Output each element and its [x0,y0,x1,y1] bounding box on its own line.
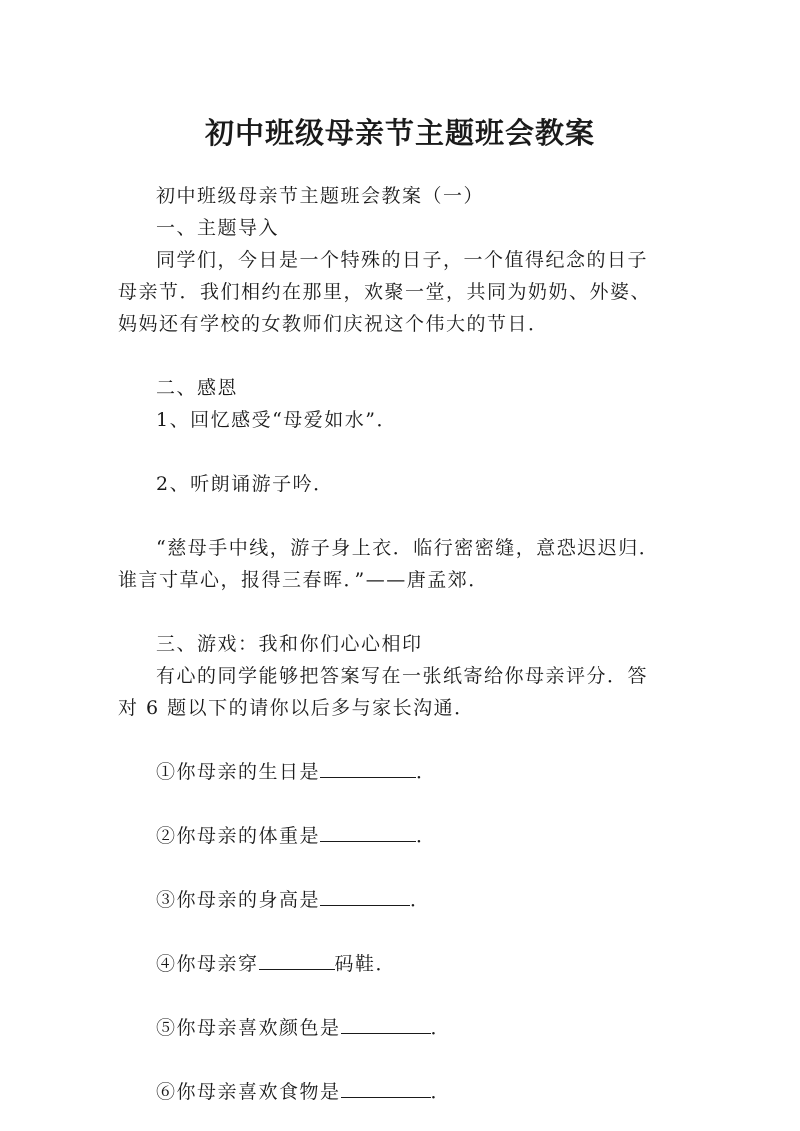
question-suffix: ． [430,1017,452,1039]
answer-blank [320,885,410,906]
question-5 [118,1012,666,1044]
spacer [118,500,666,532]
answer-blank [341,1013,431,1034]
question-3 [118,884,666,916]
page-title: 初中班级母亲节主题班会教案 [204,116,595,150]
answer-blank [320,821,416,842]
question-6 [118,1076,666,1108]
question-suffix: ． [430,1081,452,1103]
question-text: ④你母亲穿 [156,953,259,975]
intro-paragraph: 同学们，今日是一个特殊的日子，一个值得纪念的日子母亲节．我们相约在那里，欢聚一堂，共同为奶奶、外婆、妈妈还有学校的女教师们庆祝这个伟大的节日． [118,249,652,335]
question-suffix: 码鞋． [334,953,397,975]
question-text: ①你母亲的生日是 [156,761,321,783]
poem-paragraph: “慈母手中线，游子身上衣．临行密密缝，意恐迟迟归．谁言寸草心，报得三春晖．”——唐孟郊． [118,537,660,591]
spacer [118,916,666,948]
document-subtitle: 初中班级母亲节主题班会教案（一） [156,185,485,207]
section-heading-gratitude: 二、感恩 [156,377,239,399]
question-text: ②你母亲的体重是 [156,825,321,847]
answer-blank [341,1077,431,1098]
question-suffix: ． [416,825,437,847]
question-2 [118,820,666,852]
gratitude-item-1: 1、回忆感受“母爱如水”． [156,409,398,431]
answer-blank [320,757,416,778]
spacer [118,596,666,628]
question-text: ③你母亲的身高是 [156,889,321,911]
gratitude-item-2: 2、听朗诵游子吟． [156,473,334,495]
section-heading-game: 三、游戏：我和你们心心相印 [156,633,423,655]
section-heading-intro: 一、主题导入 [156,217,280,239]
question-text: ⑥你母亲喜欢食物是 [156,1081,341,1103]
spacer [118,436,666,468]
answer-blank [259,949,335,970]
spacer [118,980,666,1012]
question-text: ⑤你母亲喜欢颜色是 [156,1017,341,1039]
question-1 [118,756,666,788]
document-body [118,180,666,1108]
question-4 [118,948,666,980]
spacer [118,852,666,884]
spacer [118,340,666,372]
question-suffix: ． [410,889,431,911]
spacer [118,788,666,820]
spacer [118,724,666,756]
spacer [118,1044,666,1076]
game-paragraph: 有心的同学能够把答案写在一张纸寄给你母亲评分．答对 6 题以下的请你以后多与家长沟通． [118,665,649,719]
question-suffix: ． [416,761,437,783]
